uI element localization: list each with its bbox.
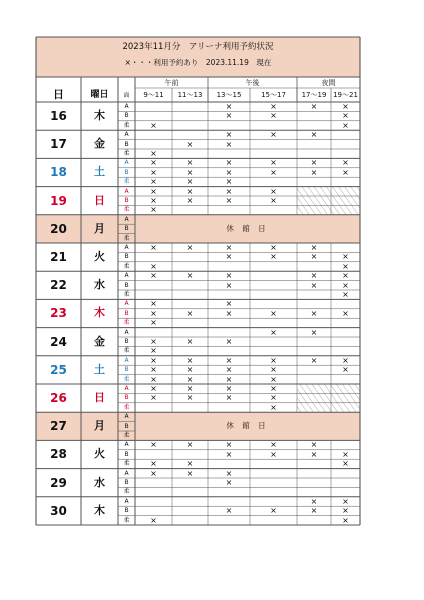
day-of-week: 日 xyxy=(94,391,105,404)
facility-label: B xyxy=(124,309,129,317)
facility-label: B xyxy=(124,507,129,515)
reservation-mark: × xyxy=(150,346,157,356)
day-of-week: 水 xyxy=(94,278,105,292)
reservation-mark: × xyxy=(342,365,349,375)
reservation-mark: × xyxy=(270,506,277,516)
reservation-mark: × xyxy=(150,205,157,215)
reservation-mark: × xyxy=(150,440,157,450)
reservation-mark: × xyxy=(342,102,349,111)
reservation-mark: × xyxy=(342,261,349,271)
facility-label: A xyxy=(124,131,129,139)
reservation-mark: × xyxy=(225,449,233,459)
reservation-mark: × xyxy=(225,252,233,262)
day-number: 30 xyxy=(50,503,67,518)
facility-label: 柔 xyxy=(123,150,130,157)
reservation-mark: × xyxy=(225,196,233,205)
time-slot-label: 13～15 xyxy=(216,91,242,99)
reservation-mark: × xyxy=(225,365,233,375)
facility-label: A xyxy=(124,497,129,505)
reservation-mark: × xyxy=(186,271,194,281)
reservation-mark: × xyxy=(225,271,233,281)
day-number: 28 xyxy=(50,447,67,462)
reservation-mark: × xyxy=(310,102,318,111)
closed-day-label: 休 館 日 xyxy=(226,223,269,233)
reservation-mark: × xyxy=(186,243,194,252)
facility-label: A xyxy=(124,272,129,280)
day-number: 22 xyxy=(50,278,67,293)
reservation-mark: × xyxy=(225,243,233,252)
reservation-mark: × xyxy=(270,196,277,205)
day-number: 17 xyxy=(50,137,67,152)
day-of-week: 月 xyxy=(94,419,105,433)
reservation-mark: × xyxy=(150,308,157,318)
reservation-mark: × xyxy=(270,374,277,384)
reservation-mark: × xyxy=(186,337,194,346)
facility-label: A xyxy=(124,328,129,336)
day-of-week: 土 xyxy=(94,362,105,376)
day-of-week: 木 xyxy=(94,109,105,122)
time-group-label: 午前 xyxy=(164,79,179,87)
reservation-mark: × xyxy=(186,186,194,196)
time-slot-label: 19～21 xyxy=(333,91,358,99)
reservation-mark: × xyxy=(150,120,157,130)
header-dow: 曜日 xyxy=(90,90,109,100)
header-day: 日 xyxy=(53,88,64,101)
facility-label: 柔 xyxy=(123,319,130,327)
facility-label: B xyxy=(124,366,129,374)
reservation-mark: × xyxy=(342,459,349,469)
facility-label: 柔 xyxy=(123,347,130,355)
facility-label: B xyxy=(124,422,129,430)
facility-label: B xyxy=(124,281,129,289)
reservation-mark: × xyxy=(150,158,157,168)
reservation-mark: × xyxy=(270,449,277,459)
reservation-mark: × xyxy=(225,468,233,478)
reservation-mark: × xyxy=(342,111,349,121)
reservation-mark: × xyxy=(150,374,157,384)
reservation-mark: × xyxy=(225,280,233,290)
facility-label: B xyxy=(124,394,129,402)
time-group-label: 夜間 xyxy=(321,79,336,87)
reservation-mark: × xyxy=(270,327,277,337)
reservation-mark: × xyxy=(342,252,349,262)
reservation-mark: × xyxy=(186,177,194,187)
facility-label: 柔 xyxy=(123,178,130,186)
facility-label: A xyxy=(124,300,129,308)
facility-label: 柔 xyxy=(123,121,130,129)
reservation-mark: × xyxy=(225,355,233,365)
reservation-mark: × xyxy=(225,167,233,177)
reservation-mark: × xyxy=(225,440,233,450)
facility-label: 柔 xyxy=(123,234,130,242)
facility-label: 柔 xyxy=(123,516,130,524)
facility-label: A xyxy=(124,469,129,477)
day-of-week: 火 xyxy=(94,250,105,263)
facility-label: 柔 xyxy=(123,488,130,496)
time-group-label: 午後 xyxy=(245,79,260,87)
reservation-mark: × xyxy=(270,167,277,177)
reservation-mark: × xyxy=(270,158,277,168)
reservation-mark: × xyxy=(186,308,194,318)
reservation-mark: × xyxy=(310,271,318,281)
reservation-mark: × xyxy=(186,468,194,478)
day-number: 24 xyxy=(50,334,67,349)
reservation-mark: × xyxy=(310,449,318,459)
reservation-mark: × xyxy=(150,149,157,158)
day-of-week: 火 xyxy=(94,447,105,461)
facility-label: B xyxy=(124,479,129,486)
day-number: 25 xyxy=(50,362,67,377)
day-of-week: 木 xyxy=(94,306,105,320)
closed-day-label: 休 館 日 xyxy=(226,421,269,431)
day-of-week: 月 xyxy=(94,221,105,235)
reservation-mark: × xyxy=(150,261,157,271)
day-of-week: 金 xyxy=(94,334,105,348)
reservation-mark: × xyxy=(310,252,318,262)
facility-label: A xyxy=(124,103,129,110)
page-title: 2023年11月分 アリーナ利用予約状況 xyxy=(122,42,274,52)
reservation-mark: × xyxy=(225,186,233,196)
header-facility: 面 xyxy=(123,92,130,99)
day-number: 29 xyxy=(50,475,67,490)
day-of-week: 水 xyxy=(94,475,105,489)
facility-label: 柔 xyxy=(123,432,130,439)
reservation-mark: × xyxy=(270,393,277,403)
facility-label: B xyxy=(124,225,129,233)
facility-label: 柔 xyxy=(123,291,130,298)
facility-label: 柔 xyxy=(123,206,130,214)
facility-label: B xyxy=(124,140,129,148)
reservation-mark: × xyxy=(186,459,194,469)
day-number: 26 xyxy=(50,391,67,405)
reservation-mark: × xyxy=(150,468,157,478)
day-of-week: 金 xyxy=(94,137,105,151)
facility-label: B xyxy=(124,168,129,176)
day-number: 23 xyxy=(50,306,67,321)
reservation-mark: × xyxy=(225,158,233,168)
reservation-mark: × xyxy=(270,186,277,196)
reservation-mark: × xyxy=(310,496,318,506)
reservation-mark: × xyxy=(186,167,194,177)
reservation-mark: × xyxy=(310,158,318,168)
reservation-mark: × xyxy=(150,337,157,346)
reservation-mark: × xyxy=(342,271,349,281)
reservation-mark: × xyxy=(342,120,349,130)
reservation-mark: × xyxy=(342,506,349,516)
reservation-mark: × xyxy=(150,515,157,525)
day-number: 21 xyxy=(50,250,67,264)
reservation-mark: × xyxy=(225,111,233,121)
facility-label: 柔 xyxy=(123,262,130,270)
reservation-mark: × xyxy=(270,308,277,318)
reservation-mark: × xyxy=(225,299,233,309)
reservation-mark: × xyxy=(270,111,277,121)
reservation-mark: × xyxy=(225,506,233,516)
facility-label: A xyxy=(124,413,129,421)
facility-label: B xyxy=(124,253,129,261)
reservation-mark: × xyxy=(342,167,349,177)
day-number: 18 xyxy=(50,165,67,180)
facility-label: A xyxy=(124,441,129,449)
reservation-mark: × xyxy=(342,280,349,290)
reservation-mark: × xyxy=(186,355,194,365)
time-slot-label: 17～19 xyxy=(301,91,327,99)
reservation-mark: × xyxy=(342,449,349,459)
reservation-mark: × xyxy=(150,318,157,328)
reservation-mark: × xyxy=(342,496,349,506)
reservation-mark: × xyxy=(270,102,277,111)
reservation-mark: × xyxy=(342,290,349,299)
day-of-week: 木 xyxy=(94,503,105,517)
reservation-mark: × xyxy=(186,374,194,384)
reservation-mark: × xyxy=(270,384,277,393)
day-number: 16 xyxy=(50,109,67,123)
facility-label: B xyxy=(124,112,129,120)
hatched-night xyxy=(297,187,360,215)
reservation-mark: × xyxy=(150,177,157,187)
reservation-mark: × xyxy=(186,365,194,375)
reservation-mark: × xyxy=(186,139,194,149)
day-number: 19 xyxy=(50,193,67,208)
reservation-mark: × xyxy=(270,355,277,365)
reservation-mark: × xyxy=(310,243,318,252)
reservation-mark: × xyxy=(310,506,318,516)
reservation-mark: × xyxy=(186,158,194,168)
day-number: 27 xyxy=(50,419,67,434)
facility-label: B xyxy=(124,450,129,458)
facility-label: 柔 xyxy=(123,460,130,468)
day-of-week: 日 xyxy=(94,193,105,207)
reservation-mark: × xyxy=(150,167,157,177)
reservation-mark: × xyxy=(150,355,157,365)
time-slot-label: 11～13 xyxy=(177,91,203,99)
reservation-mark: × xyxy=(225,374,233,384)
reservation-mark: × xyxy=(225,102,233,111)
reservation-mark: × xyxy=(310,280,318,290)
reservation-mark: × xyxy=(186,440,194,450)
day-of-week: 土 xyxy=(94,165,105,179)
reservation-mark: × xyxy=(150,271,157,281)
reservation-mark: × xyxy=(150,365,157,375)
reservation-mark: × xyxy=(150,243,157,252)
facility-label: 柔 xyxy=(123,375,130,383)
reservation-mark: × xyxy=(270,252,277,262)
facility-label: B xyxy=(124,197,129,204)
reservation-mark: × xyxy=(225,478,233,487)
reservation-mark: × xyxy=(310,327,318,337)
hatched-night xyxy=(297,384,360,412)
reservation-mark: × xyxy=(310,167,318,177)
reservation-mark: × xyxy=(270,402,277,412)
reservation-mark: × xyxy=(310,130,318,140)
facility-label: A xyxy=(124,385,129,392)
reservation-mark: × xyxy=(150,393,157,403)
reservation-mark: × xyxy=(225,384,233,393)
reservation-mark: × xyxy=(270,365,277,375)
facility-label: A xyxy=(124,187,129,195)
reservation-mark: × xyxy=(150,459,157,469)
reservation-mark: × xyxy=(150,299,157,309)
reservation-mark: × xyxy=(225,177,233,187)
reservation-mark: × xyxy=(225,393,233,403)
reservation-mark: × xyxy=(310,308,318,318)
reservation-mark: × xyxy=(310,355,318,365)
reservation-mark: × xyxy=(186,196,194,205)
reservation-mark: × xyxy=(150,186,157,196)
reservation-mark: × xyxy=(342,355,349,365)
reservation-mark: × xyxy=(342,308,349,318)
reservation-mark: × xyxy=(150,196,157,205)
reservation-mark: × xyxy=(186,393,194,403)
reservation-mark: × xyxy=(270,243,277,252)
legend-note: ×・・・利用予約あり 2023.11.19 現在 xyxy=(124,58,272,67)
facility-label: A xyxy=(124,356,129,364)
time-slot-label: 9～11 xyxy=(143,91,164,99)
time-slot-label: 15～17 xyxy=(261,91,286,99)
reservation-mark: × xyxy=(225,337,233,346)
facility-label: A xyxy=(124,159,129,167)
day-number: 20 xyxy=(50,221,67,236)
facility-label: A xyxy=(124,215,129,223)
reservation-mark: × xyxy=(270,440,277,450)
reservation-mark: × xyxy=(186,384,194,393)
reservation-mark: × xyxy=(150,384,157,393)
reservation-mark: × xyxy=(270,130,277,140)
facility-label: B xyxy=(124,338,129,345)
reservation-mark: × xyxy=(225,308,233,318)
reservation-mark: × xyxy=(225,130,233,140)
facility-label: A xyxy=(124,244,129,251)
reservation-mark: × xyxy=(342,158,349,168)
reservation-mark: × xyxy=(310,440,318,450)
reservation-mark: × xyxy=(342,515,349,525)
reservation-mark: × xyxy=(225,139,233,149)
facility-label: 柔 xyxy=(123,403,130,411)
